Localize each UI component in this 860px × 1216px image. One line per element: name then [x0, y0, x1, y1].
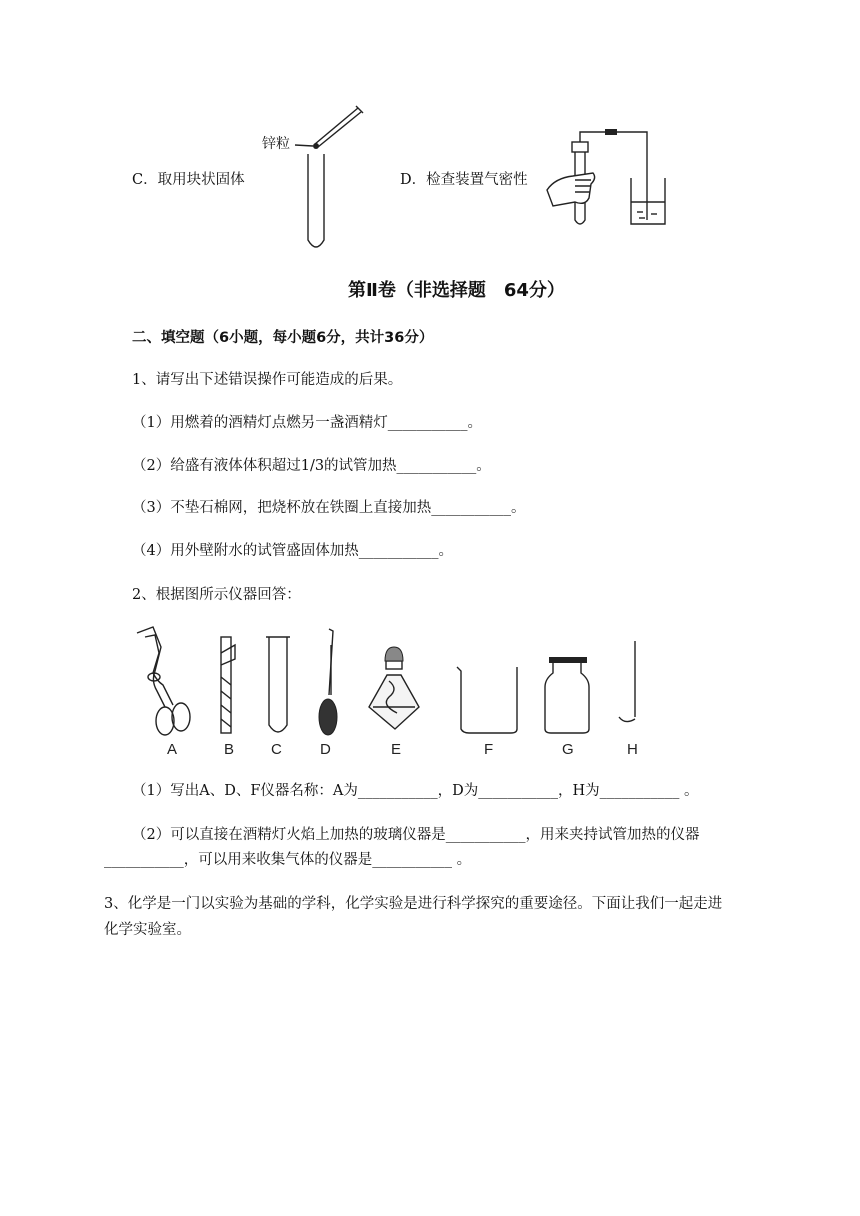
question-3-line-1: 3、化学是一门以实验为基础的学科，化学实验是进行科学探究的重要途径。下面让我们一起走进 — [104, 896, 723, 912]
apparatus-label-g: G — [562, 741, 574, 758]
apparatus-label-f: F — [484, 741, 494, 758]
airtightness-check-figure — [545, 128, 675, 230]
option-d-label: D．检查装置气密性 — [400, 172, 528, 188]
question-3-line-2: 化学实验室。 — [104, 922, 191, 938]
question-2-sub-2-line-2: ___________，可以用来收集气体的仪器是___________ 。 — [104, 852, 472, 868]
section-title: 第Ⅱ卷（非选择题 64分） — [348, 280, 565, 301]
question-2-sub-1: （1）写出A、D、F仪器名称：A为___________，D为___________，H为___________ 。 — [132, 783, 699, 799]
zinc-granule-callout: 锌粒 — [262, 136, 290, 152]
question-1-item: （4）用外壁附水的试管盛固体加热___________。 — [132, 543, 453, 559]
gas-bottle-drawing — [545, 657, 589, 733]
test-tube-holder-drawing — [221, 637, 235, 733]
part-two-heading: 二、填空题（6小题，每小题6分，共计36分） — [132, 330, 434, 346]
apparatus-label-c: C — [271, 741, 282, 758]
question-1-item: （3）不垫石棉网，把烧杯放在铁圈上直接加热___________。 — [132, 500, 526, 516]
question-1-stem: 1、请写出下述错误操作可能造成的后果。 — [132, 372, 403, 388]
test-tube-tilted-figure — [290, 100, 370, 255]
crucible-tongs-drawing — [137, 627, 190, 735]
combustion-spoon-drawing — [619, 641, 635, 722]
question-2-stem: 2、根据图所示仪器回答： — [132, 587, 301, 603]
apparatus-label-a: A — [167, 741, 178, 758]
apparatus-label-b: B — [224, 741, 235, 758]
question-1-item: （2）给盛有液体体积超过1/3的试管加热___________。 — [132, 458, 491, 474]
beaker-drawing — [457, 667, 517, 733]
option-c-label: C．取用块状固体 — [132, 172, 245, 188]
test-tube-drawing — [269, 637, 287, 732]
apparatus-figure — [125, 625, 655, 740]
medicine-spoon-drawing — [319, 629, 337, 735]
apparatus-label-h: H — [627, 741, 638, 758]
question-2-sub-2-line-1: （2）可以直接在酒精灯火焰上加热的玻璃仪器是___________，用来夹持试管加热的仪器 — [132, 827, 700, 843]
question-1-item: （1）用燃着的酒精灯点燃另一盏酒精灯___________。 — [132, 415, 482, 431]
alcohol-lamp-drawing — [369, 647, 419, 729]
apparatus-label-d: D — [320, 741, 331, 758]
apparatus-label-e: E — [391, 741, 402, 758]
